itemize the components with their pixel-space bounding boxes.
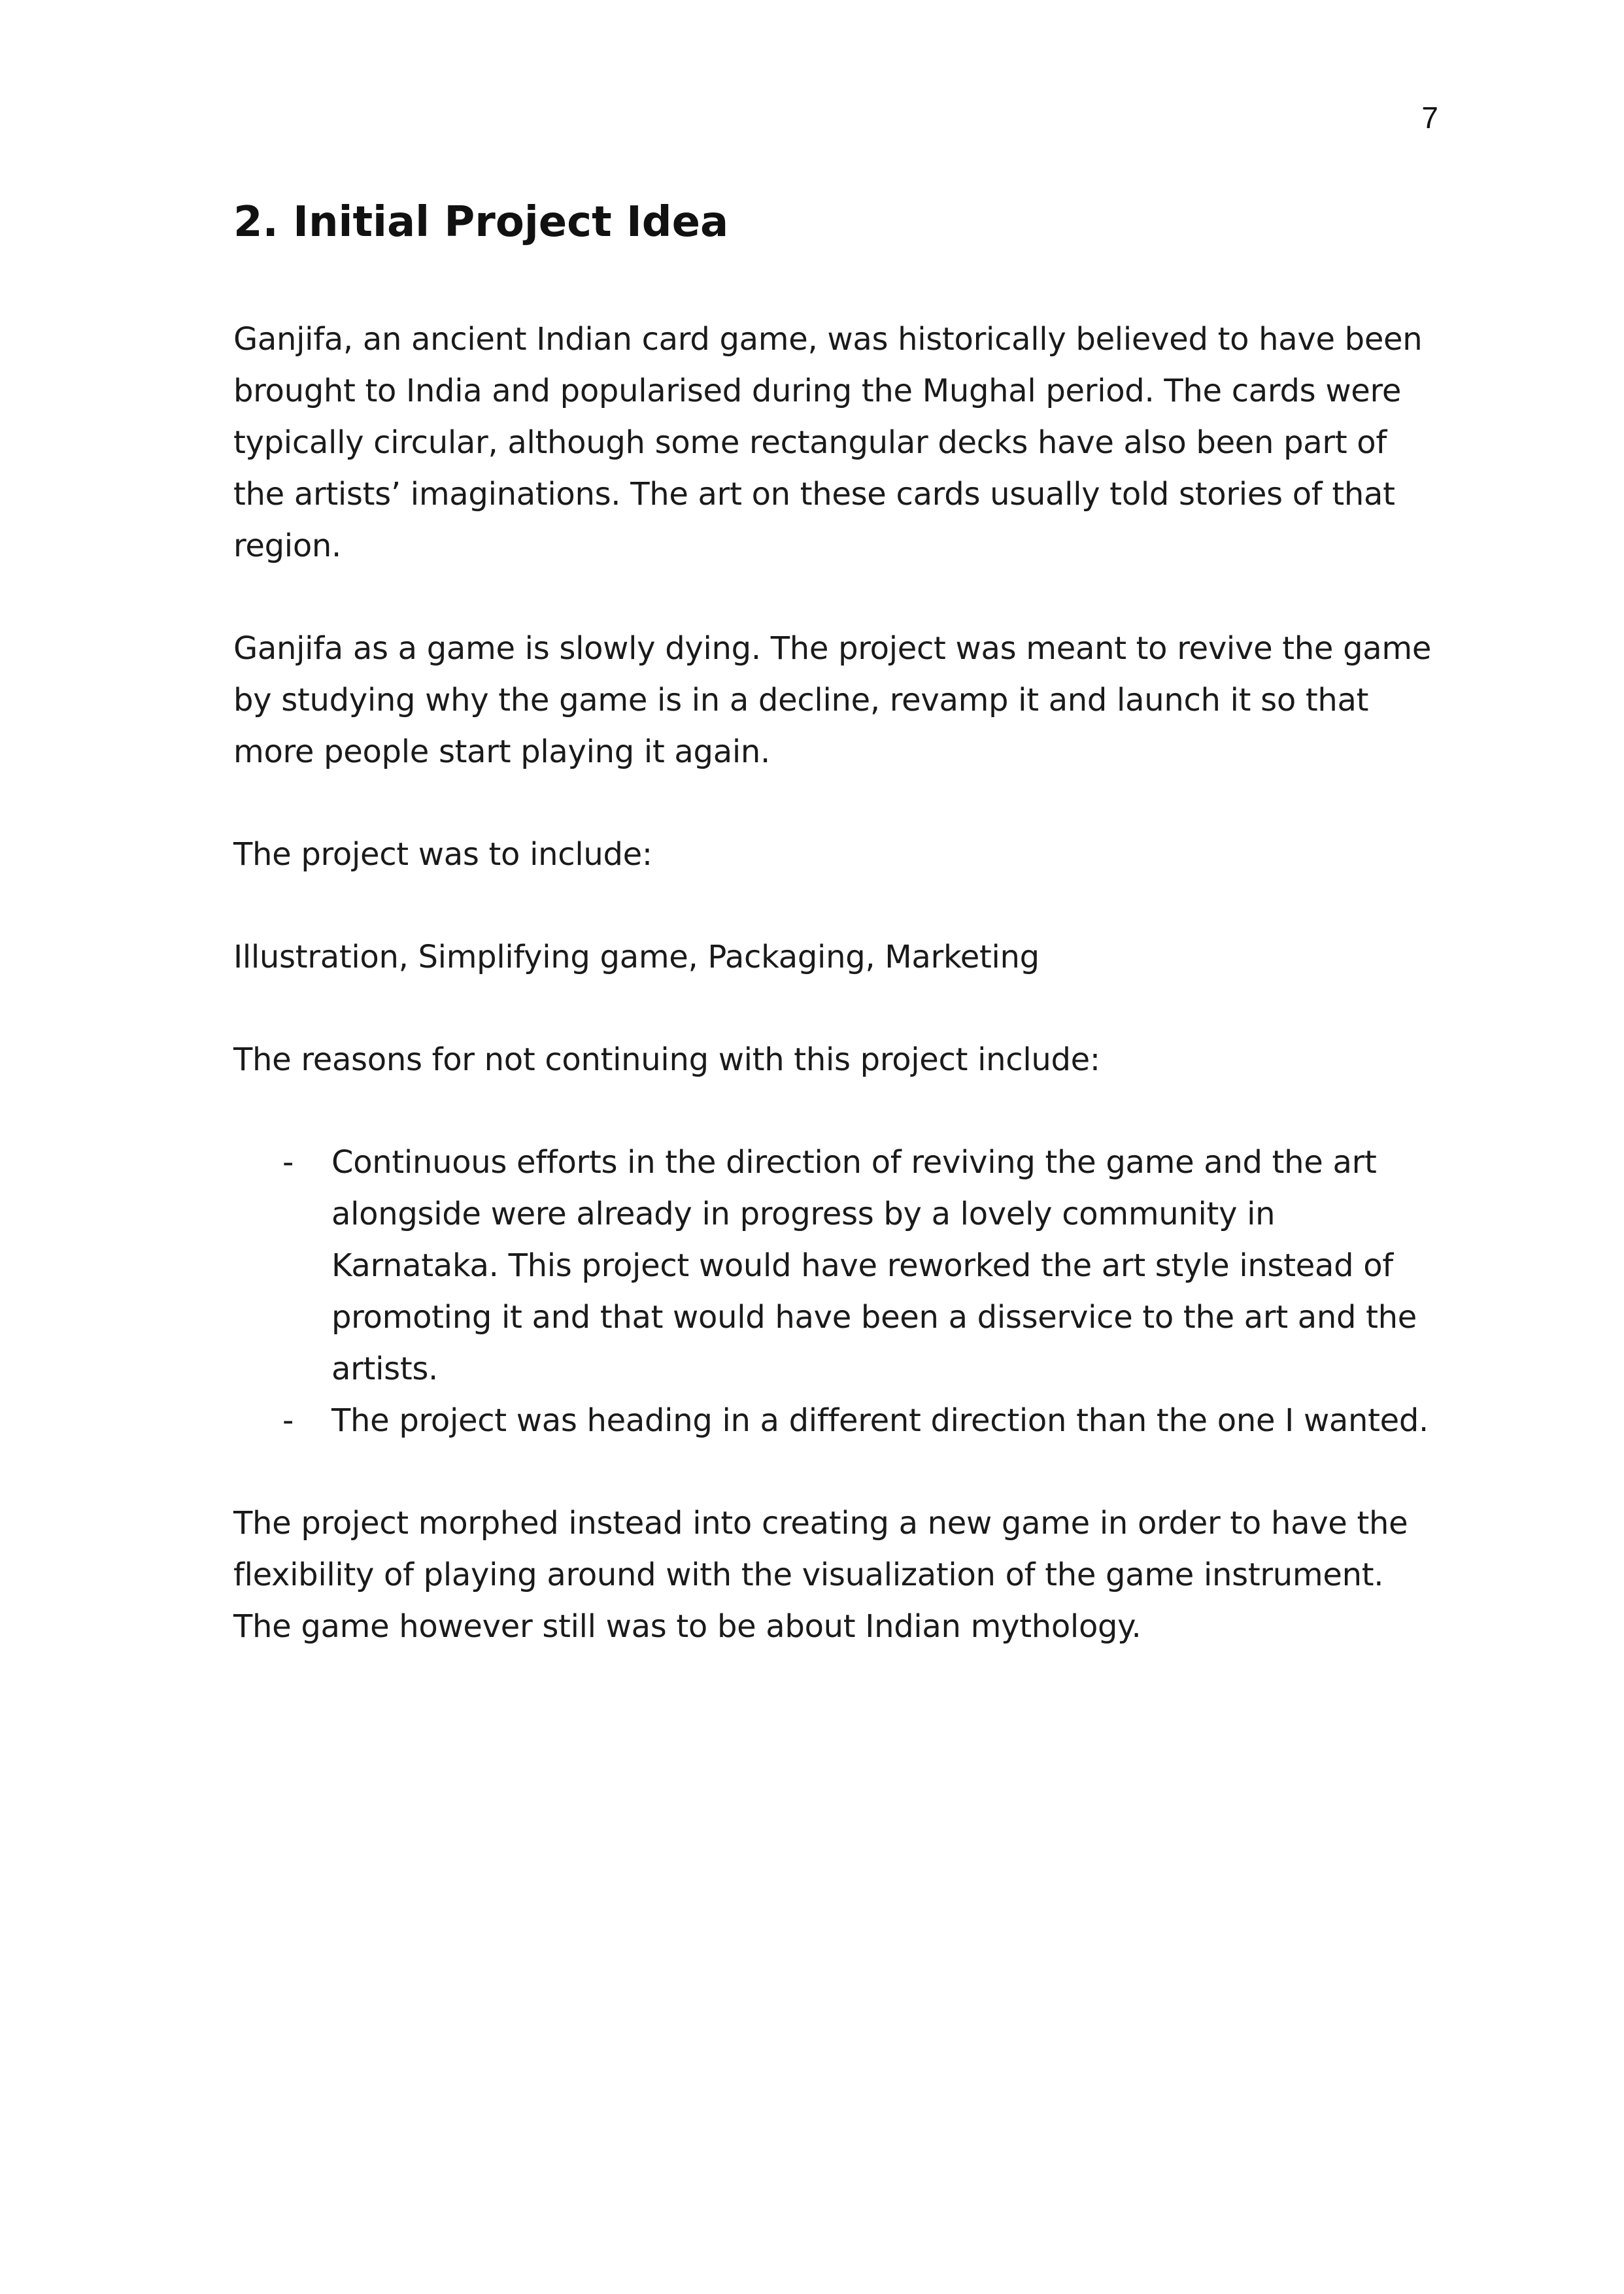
bullet-dash: - [282,1144,294,1181]
bullet-dash: - [282,1402,294,1439]
paragraph-include-list: Illustration, Simplifying game, Packaging, Marketing [233,939,1040,975]
list-item-text: The project was heading in a different direction than the one I wanted. [331,1402,1429,1439]
paragraph-include-intro: The project was to include: [233,836,652,873]
page-number: 7 [1421,101,1438,135]
list-item [233,1395,1436,1447]
paragraph-conclusion: The project morphed instead into creating a new game in order to have the flexibility of playing around with the visualization of the game instrument. The game however still was to be about Indian mythology. [233,1505,1408,1645]
paragraph-reasons-intro: The reasons for not continuing with this project include: [233,1041,1100,1078]
list-item [233,1137,1436,1395]
list-item-text: Continuous efforts in the direction of reviving the game and the art alongside were already in progress by a lovely community in Karnataka. This project would have reworked the art style instead of promoting it and that would have been a disservice to the art and the artists. [331,1144,1417,1387]
section-title: 2. Initial Project Idea [233,198,729,246]
paragraph-intro: Ganjifa, an ancient Indian card game, was historically believed to have been brought to India and popularised during the Mughal period. The cards were typically circular, although some rectangular decks have also been part of the artists’ imaginations. The art on these cards usually told stories of that region. [233,321,1423,564]
page-content [233,196,1436,1653]
reasons-list [233,1137,1436,1447]
paragraph-dying: Ganjifa as a game is slowly dying. The project was meant to revive the game by studying why the game is in a decline, revamp it and launch it so that more people start playing it again. [233,630,1432,770]
